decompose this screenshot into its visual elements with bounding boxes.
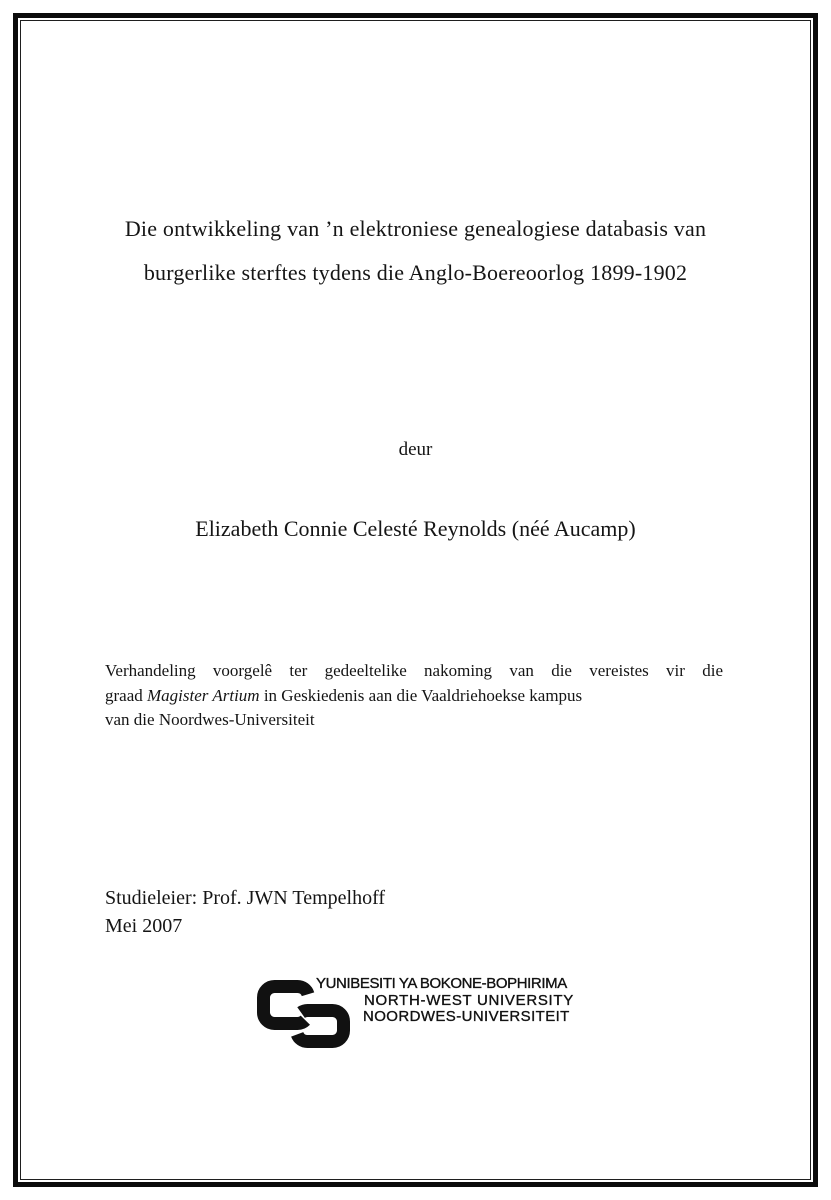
university-logo-wordmark <box>316 976 574 1026</box>
logo-text-english: NORTH-WEST UNIVERSITY <box>364 991 574 1009</box>
thesis-title-line2: burgerlike sterftes tydens die Anglo-Boereoorlog 1899-1902 <box>143 260 688 285</box>
degree-statement-line2-post: in Geskiedenis aan die Vaaldriehoekse kampus <box>259 685 583 705</box>
logo-text-afrikaans: NOORDWES-UNIVERSITEIT <box>363 1008 570 1025</box>
date-line: Mei 2007 <box>105 914 183 937</box>
byline: deur <box>398 439 433 460</box>
supervisor-block <box>105 885 385 940</box>
degree-statement-line2 <box>105 684 723 709</box>
author-name: Elizabeth Connie Celesté Reynolds (néé Aucamp) <box>195 516 636 541</box>
thesis-title <box>60 207 771 295</box>
degree-statement-line3: van die Noordwes-Universiteit <box>105 710 315 730</box>
degree-statement-line2-pre: graad <box>105 685 148 705</box>
degree-name-italic: Magister Artium <box>147 685 260 705</box>
degree-statement-line1: Verhandeling voorgelê ter gedeeltelike nakoming van die vereistes vir die <box>105 661 723 680</box>
thesis-title-line1: Die ontwikkeling van ’n elektroniese genealogiese databasis van <box>124 216 707 241</box>
logo-text-setswana: YUNIBESITI YA BOKONE-BOPHIRIMA <box>316 975 567 992</box>
degree-statement <box>105 659 723 733</box>
supervisor-line: Studieleier: Prof. JWN Tempelhoff <box>105 887 386 909</box>
